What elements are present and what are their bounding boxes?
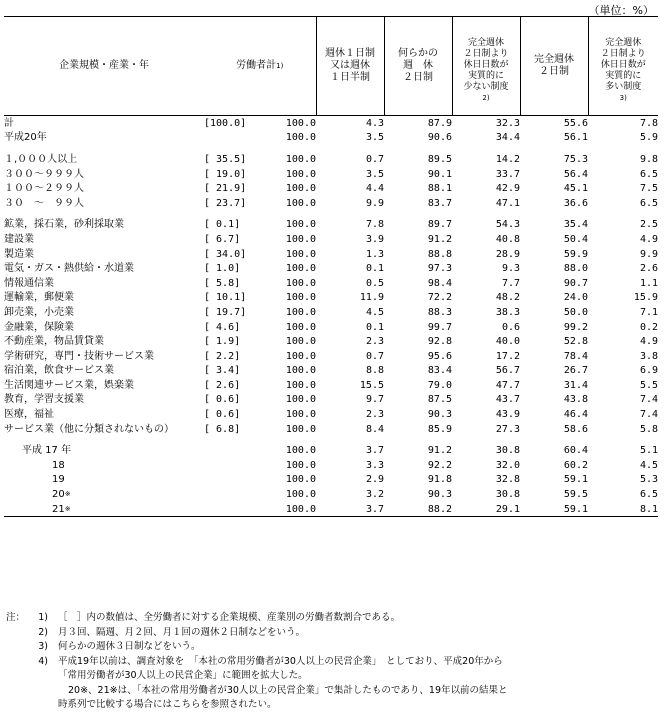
row-value: 83.7	[427, 197, 452, 209]
table-row	[4, 422, 658, 437]
row-value: 2.5	[639, 219, 658, 231]
row-value: 56.4	[563, 168, 588, 180]
row-value: 50.4	[563, 233, 588, 245]
row-label: 生活関連サービス業，娯楽業	[4, 379, 134, 391]
row-value: 47.7	[495, 379, 520, 391]
row-value: 7.1	[639, 306, 658, 318]
row-value: 52.8	[563, 336, 588, 348]
row-value: 15.9	[633, 292, 658, 304]
row-share: [ 1.9]	[204, 336, 241, 348]
row-value: 8.1	[588, 502, 658, 517]
row-value: 0.6	[501, 321, 520, 333]
row-value: 27.3	[495, 423, 520, 435]
row-value: 7.4	[639, 394, 658, 406]
row-share: [ 21.9]	[204, 183, 247, 195]
row-total: 100.0	[285, 168, 316, 180]
note-4-line-4: 時系列で比較する場合にはこちらを参照されたい。	[58, 699, 277, 710]
row-value: 59.5	[563, 489, 588, 501]
row-value: 78.4	[563, 350, 588, 362]
row-value: 59.1	[563, 474, 588, 486]
row-value: 3.2	[365, 489, 384, 501]
row-value: 1.3	[365, 248, 384, 260]
row-value: 47.1	[495, 197, 520, 209]
row-value: 43.7	[495, 394, 520, 406]
year-label: 18	[52, 459, 65, 471]
row-value: 1.1	[639, 277, 658, 289]
table-row	[4, 167, 658, 182]
table-row	[4, 320, 658, 335]
row-value: 5.8	[639, 423, 658, 435]
row-share: [ 2.2]	[204, 350, 241, 362]
row-value: 5.1	[639, 445, 658, 457]
row-total: 100.0	[285, 474, 316, 486]
header-weekly-one: 週休１日制 又は週休 １日半制	[316, 17, 384, 116]
row-value: 7.8	[365, 219, 384, 231]
row-value: 14.2	[495, 153, 520, 165]
row-value: 6.5	[639, 489, 658, 501]
row-value: 36.6	[563, 197, 588, 209]
row-value: 5.9	[639, 132, 658, 144]
table-row	[4, 378, 658, 393]
row-label: 教育，学習支援業	[4, 394, 84, 406]
row-label: 卸売業，小売業	[4, 306, 74, 318]
row-total: 100.0	[285, 445, 316, 457]
row-value: 0.1	[365, 263, 384, 275]
row-label: 平成20年	[4, 132, 47, 144]
row-value: 2.3	[365, 409, 384, 421]
header-some-two: 何らかの 週 休 ２日制	[384, 17, 452, 116]
row-share: [ 2.6]	[204, 379, 241, 391]
row-value: 30.8	[495, 489, 520, 501]
row-value: 72.2	[427, 292, 452, 304]
row-value: 90.6	[427, 132, 452, 144]
note-3: 3) 何らかの週休３日制などをいう。	[38, 641, 201, 652]
notes	[6, 611, 656, 713]
table-row	[4, 181, 658, 196]
row-value: 99.7	[427, 321, 452, 333]
working-days-table	[4, 16, 658, 517]
table-row	[4, 487, 658, 502]
row-value: 3.8	[639, 350, 658, 362]
row-value: 8.4	[365, 423, 384, 435]
row-value: 9.9	[639, 248, 658, 260]
row-label: ３０ ～ ９９人	[4, 197, 84, 209]
row-label: サービス業（他に分類されないもの）	[4, 423, 174, 435]
table-row	[4, 502, 658, 517]
row-value: 55.6	[563, 117, 588, 129]
row-value: 9.9	[365, 197, 384, 209]
table-row	[4, 116, 658, 131]
row-total: 100.0	[285, 365, 316, 377]
row-value: 0.7	[365, 350, 384, 362]
row-total: 100.0	[285, 350, 316, 362]
row-share: [ 35.5]	[204, 153, 247, 165]
row-value: 30.8	[495, 445, 520, 457]
row-value: 3.5	[365, 168, 384, 180]
table-row	[4, 349, 658, 364]
row-value: 92.2	[427, 459, 452, 471]
row-value: 9.7	[365, 394, 384, 406]
row-total: 100.0	[262, 502, 316, 517]
row-value: 83.4	[427, 365, 452, 377]
row-total: 100.0	[285, 183, 316, 195]
row-value: 11.9	[359, 292, 384, 304]
row-value: 42.9	[495, 183, 520, 195]
row-total: 100.0	[285, 132, 316, 144]
row-value: 15.5	[359, 379, 384, 391]
row-value: 3.7	[316, 502, 384, 517]
table-row	[4, 393, 658, 408]
row-value: 3.9	[365, 233, 384, 245]
row-value: 88.3	[427, 306, 452, 318]
year-label: 21※	[4, 502, 204, 517]
row-total: 100.0	[285, 292, 316, 304]
row-total: 100.0	[285, 459, 316, 471]
row-value: 54.3	[495, 219, 520, 231]
row-value: 9.8	[639, 153, 658, 165]
row-value: 3.5	[365, 132, 384, 144]
row-value: 4.5	[365, 306, 384, 318]
row-value: 2.3	[365, 336, 384, 348]
unit-label: （単位：%）	[588, 4, 654, 17]
row-value: 98.4	[427, 277, 452, 289]
row-total: 100.0	[285, 306, 316, 318]
row-share: [ 0.6]	[204, 409, 241, 421]
row-value: 24.0	[563, 292, 588, 304]
row-value: 59.1	[520, 502, 588, 517]
row-label: 医療，福祉	[4, 409, 54, 421]
row-value: 0.7	[365, 153, 384, 165]
table-row	[4, 364, 658, 379]
row-value: 88.0	[563, 263, 588, 275]
row-value: 2.6	[639, 263, 658, 275]
header-fewer-than-full: 完全週休 ２日制より 休日日数が 実質的に 少ない制度 $^{2)}$	[452, 17, 520, 116]
row-value: 60.2	[563, 459, 588, 471]
row-share: [ 19.0]	[204, 168, 247, 180]
row-value: 35.4	[563, 219, 588, 231]
row-value: 90.3	[427, 409, 452, 421]
row-value: 0.2	[639, 321, 658, 333]
row-label: １,０００人以上	[4, 153, 78, 165]
row-share: [ 5.8]	[204, 277, 241, 289]
row-value: 87.5	[427, 394, 452, 406]
table-row	[4, 334, 658, 349]
row-total: 100.0	[285, 489, 316, 501]
year-label: 20※	[52, 489, 71, 501]
row-value: 45.1	[563, 183, 588, 195]
row-value: 34.4	[495, 132, 520, 144]
row-label: 学術研究，専門・技術サービス業	[4, 350, 154, 362]
row-value: 6.5	[639, 197, 658, 209]
row-value: 3.3	[365, 459, 384, 471]
row-value: 88.2	[384, 502, 452, 517]
note-4-line-2: 「常用労働者が30人以上の民営企業」に範囲を拡大した。	[58, 670, 308, 681]
row-value: 4.3	[365, 117, 384, 129]
row-share: [ 0.1]	[204, 219, 241, 231]
row-total: 100.0	[285, 153, 316, 165]
row-label: 電気・ガス・熱供給・水道業	[4, 263, 134, 275]
table-row	[4, 247, 658, 262]
row-total: 100.0	[285, 248, 316, 260]
row-share: [ 1.0]	[204, 263, 241, 275]
row-label: ３００～９９９人	[4, 168, 84, 180]
row-total: 100.0	[285, 233, 316, 245]
year-label: 19	[52, 474, 65, 486]
row-value: 7.4	[639, 409, 658, 421]
row-total: 100.0	[285, 263, 316, 275]
row-value: 33.7	[495, 168, 520, 180]
row-share: [ 6.7]	[204, 233, 241, 245]
row-label: 建設業	[4, 233, 34, 245]
row-value: 91.2	[427, 233, 452, 245]
row-value: 9.3	[501, 263, 520, 275]
table-row	[4, 305, 658, 320]
row-label: 鉱業，採石業，砂利採取業	[4, 219, 124, 231]
table-row	[4, 276, 658, 291]
table-row	[4, 261, 658, 276]
row-value: 4.5	[639, 459, 658, 471]
header-workers: 労働者計$^{1)}$	[204, 17, 316, 116]
row-total: 100.0	[285, 423, 316, 435]
row-value: 5.5	[639, 379, 658, 391]
row-value: 7.5	[639, 183, 658, 195]
row-value: 87.9	[427, 117, 452, 129]
row-value: 91.8	[427, 474, 452, 486]
row-total: 100.0	[285, 117, 316, 129]
row-value: 2.9	[365, 474, 384, 486]
row-value: 6.5	[639, 168, 658, 180]
row-share: [ 10.1]	[204, 292, 247, 304]
row-value: 6.9	[639, 365, 658, 377]
table-row	[4, 152, 658, 167]
row-value: 4.4	[365, 183, 384, 195]
row-total: 100.0	[285, 277, 316, 289]
header-full-two: 完全週休 ２日制	[520, 17, 588, 116]
row-share: [ 6.8]	[204, 423, 241, 435]
row-label: 運輸業，郵便業	[4, 292, 74, 304]
row-value: 32.3	[495, 117, 520, 129]
row-value: 88.8	[427, 248, 452, 260]
note-1: 注： 1) ［ ］内の数値は、全労働者に対する企業規模、産業別の労働者数割合である。	[6, 612, 401, 623]
row-value: 40.0	[495, 336, 520, 348]
row-value: 60.4	[563, 445, 588, 457]
row-label: １００～２９９人	[4, 183, 84, 195]
row-value: 29.1	[452, 502, 520, 517]
row-value: 90.3	[427, 489, 452, 501]
table-row	[4, 196, 658, 211]
header-category: 企業規模・産業・年	[4, 17, 204, 116]
row-value: 17.2	[495, 350, 520, 362]
note-4: 4) 平成19年以前は、調査対象を 「本社の常用労働者が30人以上の民営企業」 としており、平成20年から	[38, 655, 503, 667]
row-value: 89.7	[427, 219, 452, 231]
row-value: 32.0	[495, 459, 520, 471]
row-total: 100.0	[285, 394, 316, 406]
row-share: [100.0]	[204, 117, 247, 129]
row-value: 95.6	[427, 350, 452, 362]
table-row	[4, 458, 658, 473]
row-value: 85.9	[427, 423, 452, 435]
row-value: 92.8	[427, 336, 452, 348]
row-value: 99.2	[563, 321, 588, 333]
row-share: [ 3.4]	[204, 365, 241, 377]
header-row	[4, 17, 658, 116]
row-value: 79.0	[427, 379, 452, 391]
row-total: 100.0	[285, 197, 316, 209]
row-value: 90.1	[427, 168, 452, 180]
table-row	[4, 407, 658, 422]
row-value: 46.4	[563, 409, 588, 421]
row-value: 7.7	[501, 277, 520, 289]
row-value: 48.2	[495, 292, 520, 304]
row-value: 38.3	[495, 306, 520, 318]
row-label: 不動産業，物品賃貸業	[4, 336, 104, 348]
row-share: [ 23.7]	[204, 197, 247, 209]
note-2: 2) 月３回、隔週、月２回、月１回の週休２日制などをいう。	[38, 626, 306, 638]
row-total: 100.0	[285, 409, 316, 421]
row-value: 4.9	[639, 336, 658, 348]
row-value: 3.7	[365, 445, 384, 457]
row-value: 0.1	[365, 321, 384, 333]
row-value: 0.5	[365, 277, 384, 289]
row-share: [ 34.0]	[204, 248, 247, 260]
year-label: 平成 17 年	[22, 445, 72, 457]
row-total: 100.0	[285, 379, 316, 391]
row-label: 情報通信業	[4, 277, 54, 289]
row-value: 5.3	[639, 474, 658, 486]
row-value: 75.3	[563, 153, 588, 165]
row-total: 100.0	[285, 321, 316, 333]
row-value: 59.9	[563, 248, 588, 260]
table-row	[4, 232, 658, 247]
table-row	[4, 131, 658, 146]
row-value: 26.7	[563, 365, 588, 377]
row-value: 58.6	[563, 423, 588, 435]
row-value: 90.7	[563, 277, 588, 289]
row-value: 88.1	[427, 183, 452, 195]
row-value: 40.8	[495, 233, 520, 245]
row-value: 32.8	[495, 474, 520, 486]
row-share: [ 19.7]	[204, 306, 247, 318]
row-value: 50.0	[563, 306, 588, 318]
table-row	[4, 218, 658, 233]
row-label: 製造業	[4, 248, 34, 260]
table-row	[4, 443, 658, 458]
row-value: 8.8	[365, 365, 384, 377]
row-value: 31.4	[563, 379, 588, 391]
row-total: 100.0	[285, 336, 316, 348]
row-value: 7.8	[639, 117, 658, 129]
row-share: [ 4.6]	[204, 321, 241, 333]
row-label: 金融業，保険業	[4, 321, 74, 333]
row-value: 56.7	[495, 365, 520, 377]
row-value: 28.9	[495, 248, 520, 260]
header-more-than-full: 完全週休 ２日制より 休日日数が 実質的に 多い制度 $^{3)}$	[588, 17, 658, 116]
row-label: 宿泊業，飲食サービス業	[4, 365, 114, 377]
row-share: [ 0.6]	[204, 394, 241, 406]
row-value: 91.2	[427, 445, 452, 457]
row-value: 43.8	[563, 394, 588, 406]
row-total: 100.0	[285, 219, 316, 231]
row-label: 計	[4, 117, 14, 129]
row-value: 43.9	[495, 409, 520, 421]
note-4-line-3: 20※、21※は、「本社の常用労働者が30人以上の民営企業」で集計したものであり、19年以前の結果と	[68, 684, 508, 696]
row-share	[204, 131, 262, 146]
row-value: 4.9	[639, 233, 658, 245]
table-row	[4, 291, 658, 306]
row-value: 89.5	[427, 153, 452, 165]
row-value: 97.3	[427, 263, 452, 275]
table-row	[4, 473, 658, 488]
row-value: 56.1	[563, 132, 588, 144]
table-body	[4, 116, 658, 517]
